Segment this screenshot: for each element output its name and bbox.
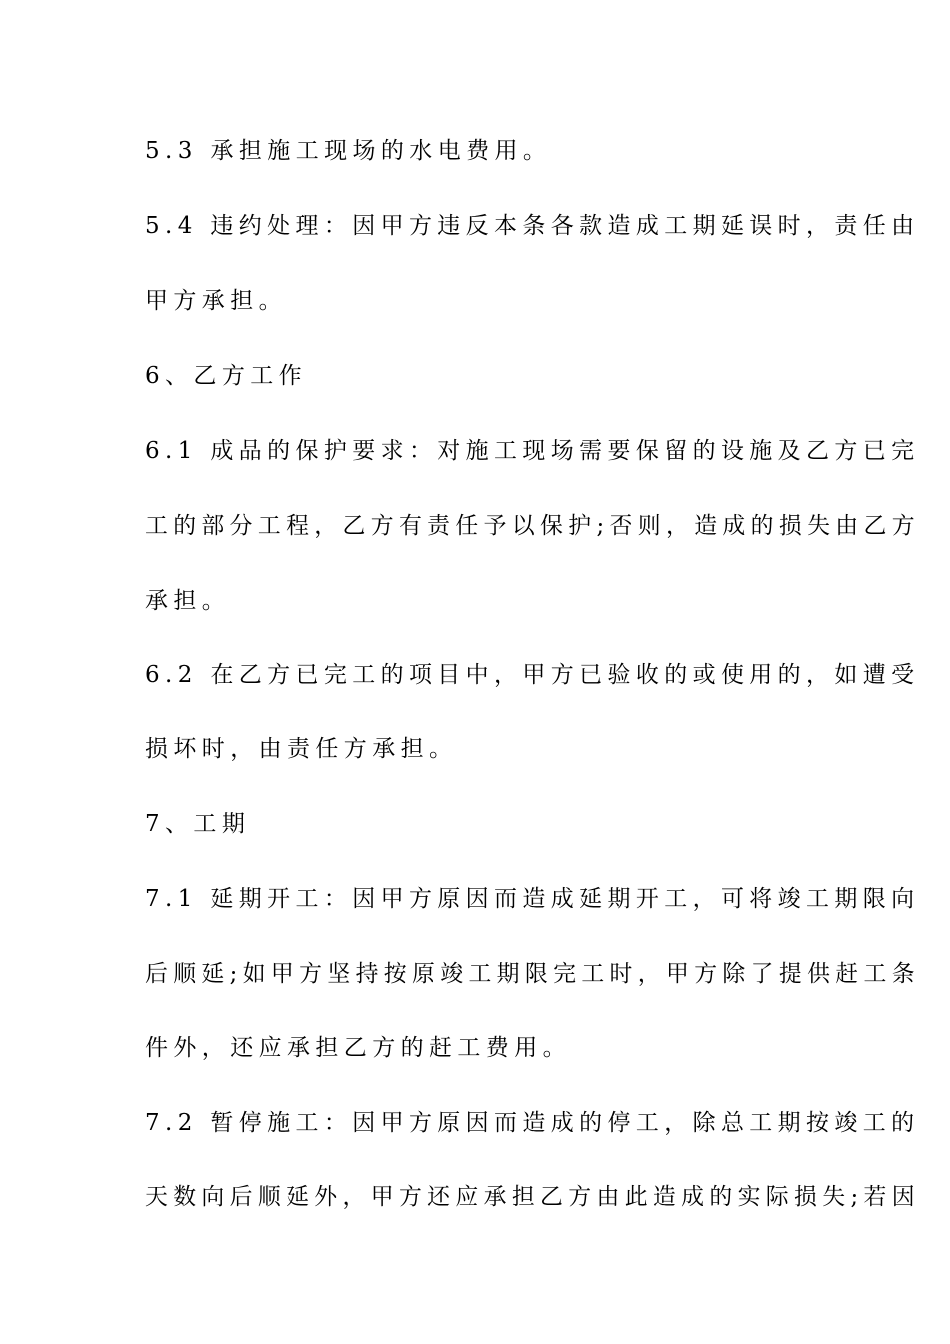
text-line-7-2: 7.2 暂停施工：因甲方原因而造成的停工，除总工期按竣工的	[145, 1110, 920, 1136]
text-line-7-1: 7.1 延期开工：因甲方原因而造成延期开工，可将竣工期限向	[145, 886, 920, 912]
text-line-5-3: 5.3 承担施工现场的水电费用。	[145, 138, 552, 164]
text-line-5-4-cont: 甲方承担。	[145, 288, 287, 314]
text-line-6-1-cont-1: 工的部分工程，乙方有责任予以保护;否则，造成的损失由乙方	[145, 513, 920, 539]
section-heading-6: 6、乙方工作	[145, 363, 308, 389]
text-line-6-1-cont-2: 承担。	[145, 588, 231, 614]
text-line-7-1-cont-2: 件外，还应承担乙方的赶工费用。	[145, 1035, 571, 1061]
text-line-7-1-cont-1: 后顺延;如甲方坚持按原竣工期限完工时，甲方除了提供赶工条	[145, 961, 920, 987]
section-heading-7: 7、工期	[145, 811, 251, 837]
text-line-6-2: 6.2 在乙方已完工的项目中，甲方已验收的或使用的，如遭受	[145, 662, 920, 688]
text-line-7-2-cont: 天数向后顺延外，甲方还应承担乙方由此造成的实际损失;若因	[145, 1184, 920, 1210]
text-line-6-1: 6.1 成品的保护要求：对施工现场需要保留的设施及乙方已完	[145, 438, 920, 464]
text-line-5-4: 5.4 违约处理：因甲方违反本条各款造成工期延误时，责任由	[145, 213, 920, 239]
text-line-6-2-cont: 损坏时，由责任方承担。	[145, 736, 458, 762]
